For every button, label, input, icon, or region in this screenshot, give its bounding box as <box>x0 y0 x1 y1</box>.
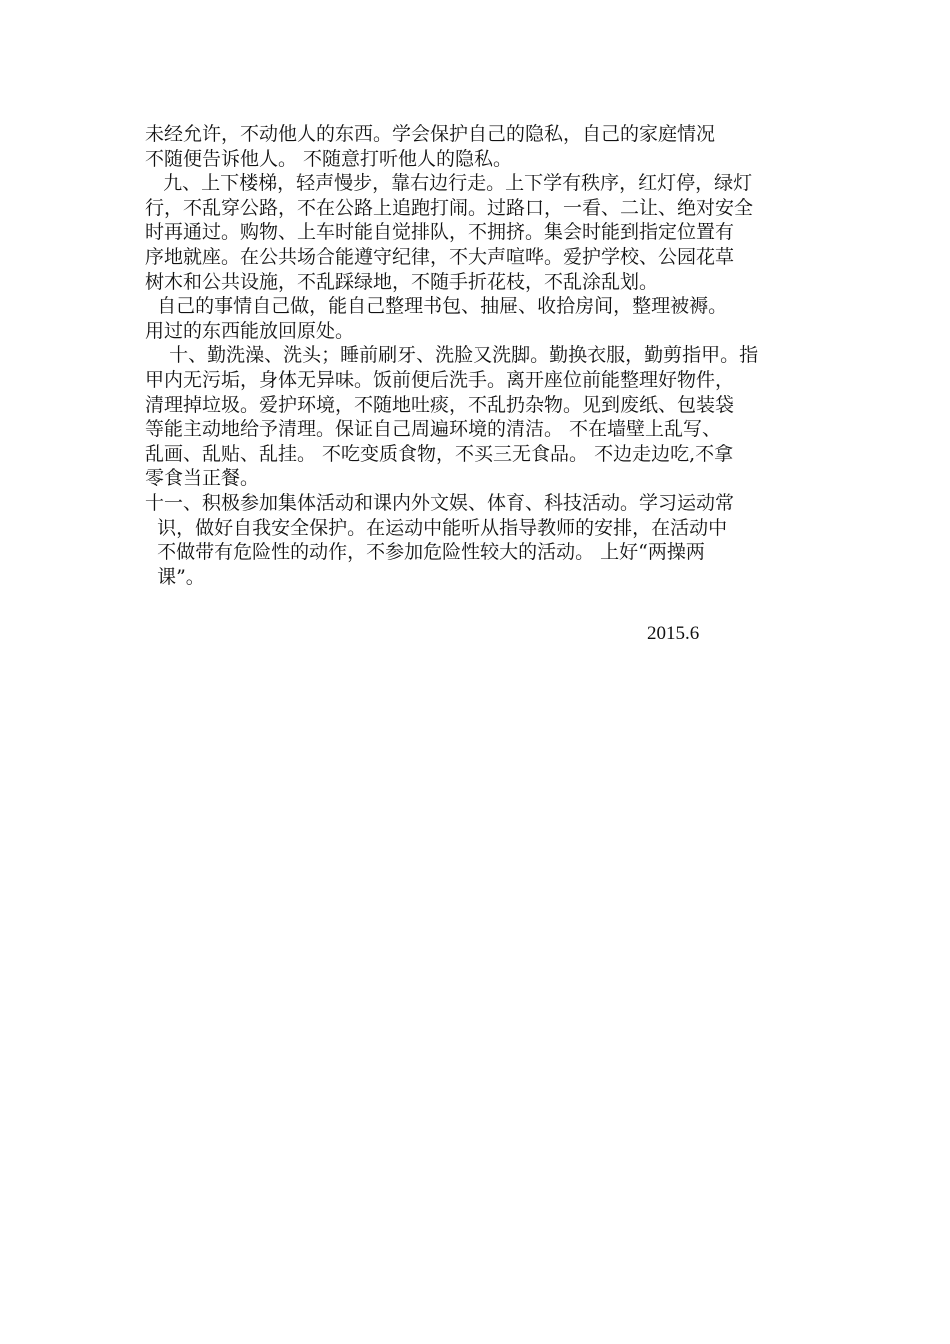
text-line: 零食当正餐。 <box>145 467 260 490</box>
text-line: 自己的事情自己做，能自己整理书包、抽屉、收拾房间，整理被褥。 <box>145 295 728 318</box>
body-text <box>145 122 815 589</box>
text-line: 树木和公共设施，不乱踩绿地，不随手折花枝，不乱涂乱划。 <box>145 270 659 293</box>
text-line: 用过的东西能放回原处。 <box>145 319 355 342</box>
text-line: 乱画、乱贴、乱挂。 不吃变质食物，不买三无食品。 不边走边吃,不拿 <box>145 442 734 465</box>
document-date: 2015.6 <box>647 623 700 644</box>
text-line: 九、上下楼梯，轻声慢步，靠右边行走。上下学有秩序，红灯停，绿灯 <box>145 172 753 195</box>
text-line: 不做带有危险性的动作，不参加危险性较大的活动。 上好“两操两 <box>145 541 705 564</box>
text-line: 时再通过。购物、上车时能自觉排队，不拥挤。集会时能到指定位置有 <box>145 221 735 244</box>
text-line: 行，不乱穿公路，不在公路上追跑打闹。过路口，一看、二让、绝对安全 <box>145 196 754 219</box>
text-line: 识，做好自我安全保护。在运动中能听从指导教师的安排，在活动中 <box>145 516 728 539</box>
text-line: 不随便告诉他人。 不随意打听他人的隐私。 <box>145 147 513 170</box>
text-line: 课”。 <box>145 565 205 588</box>
text-line: 序地就座。在公共场合能遵守纪律，不大声喧哗。爱护学校、公园花草 <box>145 245 735 268</box>
text-line: 未经允许，不动他人的东西。学会保护自己的隐私，自己的家庭情况 <box>145 123 716 145</box>
text-line: 十、勤洗澡、洗头；睡前刷牙、洗脸又洗脚。勤换衣服，勤剪指甲。指 <box>145 344 759 367</box>
text-line: 等能主动地给予清理。保证自己周遍环境的清洁。 不在墙壁上乱写、 <box>145 418 722 441</box>
text-line: 清理掉垃圾。爱护环境，不随地吐痰，不乱扔杂物。见到废纸、包装袋 <box>145 393 735 416</box>
text-line: 十一、积极参加集体活动和课内外文娱、体育、科技活动。学习运动常 <box>145 491 735 514</box>
text-line: 甲内无污垢，身体无异味。饭前便后洗手。离开座位前能整理好物件， <box>145 368 735 391</box>
